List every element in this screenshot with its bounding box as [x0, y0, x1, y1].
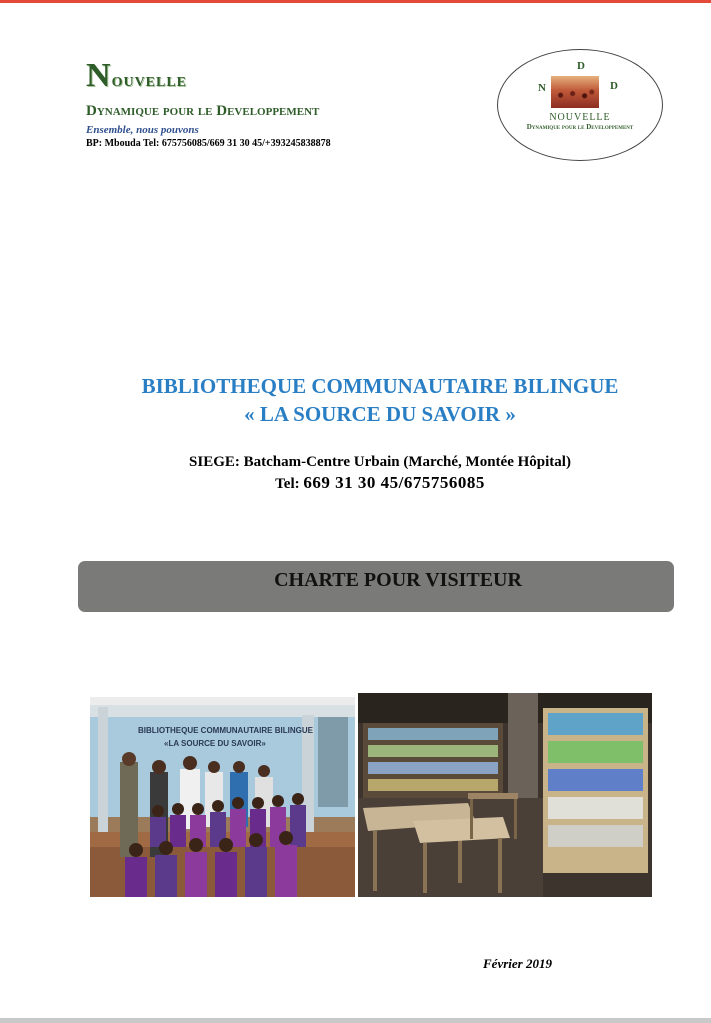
top-border	[0, 0, 711, 3]
sign-line2: «LA SOURCE DU SAVOIR»	[164, 739, 266, 748]
org-tagline: Dynamique pour le Developpement	[86, 103, 320, 119]
library-interior-photo	[358, 693, 652, 897]
document-date: Février 2019	[483, 956, 552, 971]
sign-line1: BIBLIOTHEQUE COMMUNAUTAIRE BILINGUE	[138, 726, 313, 735]
library-address: SIEGE: Batcham-Centre Urbain (Marché, Montée Hôpital)	[189, 454, 571, 470]
bottom-border	[0, 1018, 711, 1023]
library-title-line2: « LA SOURCE DU SAVOIR »	[244, 402, 516, 426]
library-phone	[20, 472, 711, 495]
logo-title: NOUVELLE	[549, 112, 611, 123]
charter-banner	[78, 561, 674, 612]
library-title	[40, 372, 711, 428]
phone-label: Tel:	[275, 476, 304, 492]
library-title-line1: BIBLIOTHEQUE COMMUNAUTAIRE BILINGUE	[141, 374, 619, 398]
library-building-photo	[90, 697, 355, 897]
logo-group-photo	[551, 76, 599, 108]
organization-header	[86, 58, 446, 151]
logo-letter-n: N	[538, 82, 546, 94]
org-name: Nouvelle	[86, 57, 188, 94]
logo-letter-d-top: D	[577, 60, 585, 72]
logo-subtitle: Dynamique pour le Developpement	[526, 123, 634, 131]
phone-number: 669 31 30 45/675756085	[303, 473, 485, 492]
organization-logo	[497, 49, 663, 161]
org-motto: Ensemble, nous pouvons	[86, 124, 199, 136]
charter-title: CHARTE POUR VISITEUR	[274, 569, 522, 591]
org-contact: BP: Mbouda Tel: 675756085/669 31 30 45/+393245838878	[86, 138, 331, 149]
logo-letter-d-right: D	[610, 80, 618, 92]
